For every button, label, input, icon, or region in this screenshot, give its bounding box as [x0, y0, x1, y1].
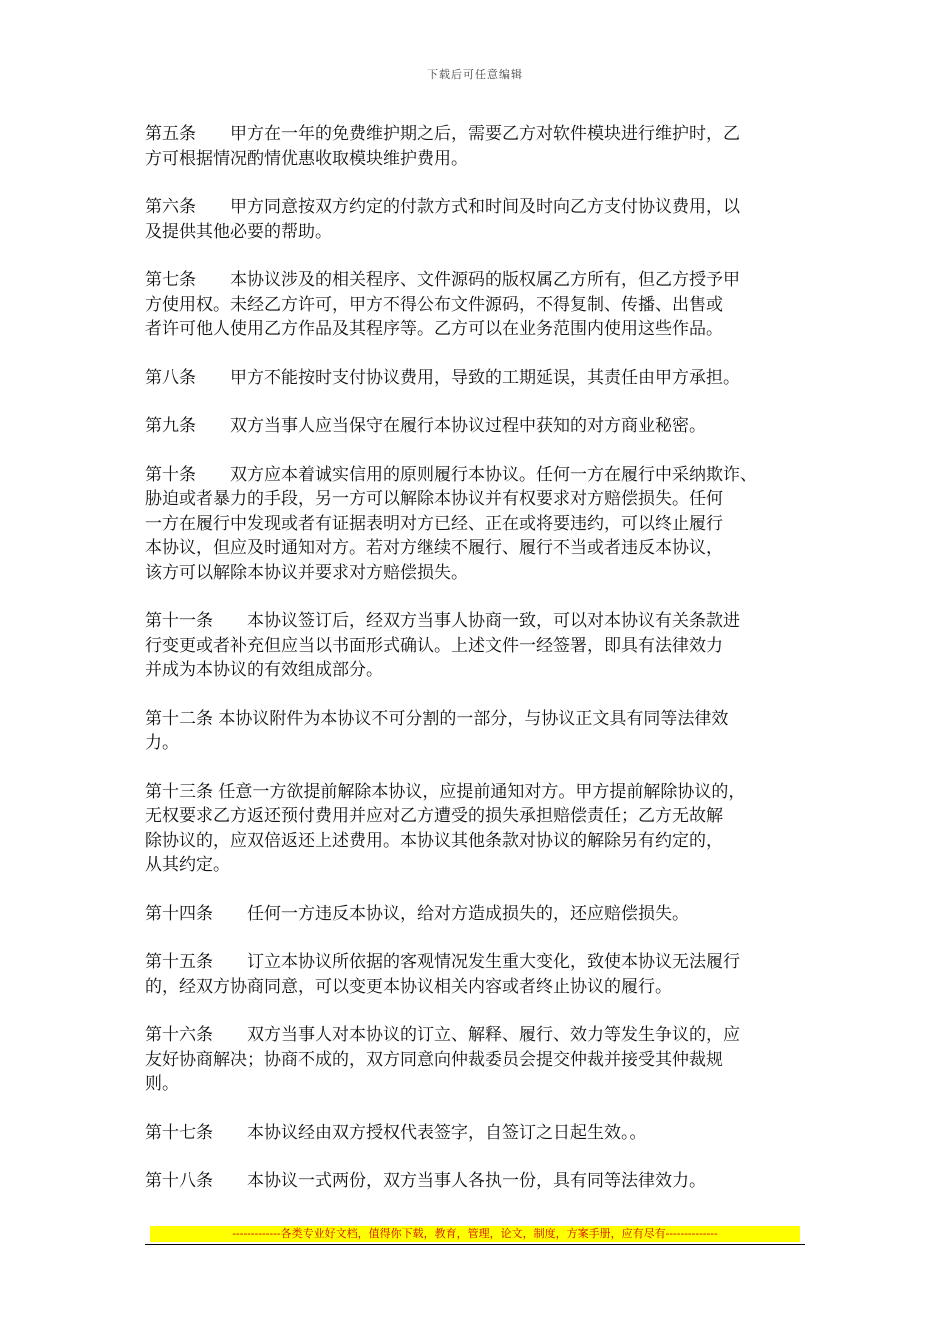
clause-18: 第十八条 本协议一式两份，双方当事人各执一份，具有同等法律效力。 [145, 1171, 706, 1191]
clause-17: 第十七条 本协议经由双方授权代表签字，自签订之日起生效。。 [145, 1122, 647, 1143]
page-header: 下载后可任意编辑 [427, 68, 523, 81]
footer-banner: -------------各类专业好文档，值得你下载，教育，管理，论文，制度，方案手册，应有尽有-------------- [150, 1226, 800, 1242]
clause-7: 第七条 本协议涉及的相关程序、文件源码的版权属乙方所有，但乙方授予甲 方使用权。未经乙方许可，甲方不得公布文件源码，不得复制、传播、出售或 者许可他人使用乙方作品及其程序等。乙方可以在业务范围内使用这些作品。 [145, 270, 740, 339]
clause-15: 第十五条 订立本协议所依据的客观情况发生重大变化，致使本协议无法履行 的，经双方协商同意，可以变更本协议相关内容或者终止协议的履行。 [145, 952, 740, 997]
clause-12: 第十二条 本协议附件为本协议不可分割的一部分，与协议正文具有同等法律效 力。 [145, 708, 729, 753]
agreement-body [145, 122, 813, 1218]
footer-divider [145, 1244, 805, 1245]
clause-8: 第八条 甲方不能按时支付协议费用，导致的工期延误，其责任由甲方承担。 [145, 367, 740, 388]
clause-9: 第九条 双方当事人应当保守在履行本协议过程中获知的对方商业秘密。 [145, 416, 706, 436]
clause-16: 第十六条 双方当事人对本协议的订立、解释、履行、效力等发生争议的，应 友好协商解决；协商不成的，双方同意向仲裁委员会提交仲裁并接受其仲裁规 则。 [145, 1025, 740, 1094]
clause-11: 第十一条 本协议签订后，经双方当事人协商一致，可以对本协议有关条款进 行变更或者补充但应当以书面形式确认。上述文件一经签署，即具有法律效力 并成为本协议的有效组成部分。 [145, 611, 740, 680]
clause-10: 第十条 双方应本着诚实信用的原则履行本协议。任何一方在履行中采纳欺诈、 胁迫或者暴力的手段，另一方可以解除本协议并有权要求对方赔偿损失。任何 一方在履行中发现或者有证据表明对方已经、正在或将要违约，可以终止履行 本协议，但应及时通知对方。若对方继续不履行、履行不当或者违反本协议， 该方可以解除本协议并要求对方赔偿损失。 [145, 464, 757, 583]
clause-6: 第六条 甲方同意按双方约定的付款方式和时间及时向乙方支付协议费用，以 及提供其他必要的帮助。 [145, 197, 740, 242]
clause-14: 第十四条 任何一方违反本协议，给对方造成损失的，还应赔偿损失。 [145, 903, 689, 924]
clause-13: 第十三条 任意一方欲提前解除本协议，应提前通知对方。甲方提前解除协议的， 无权要求乙方返还预付费用并应对乙方遭受的损失承担赔偿责任；乙方无故解 除协议的，应双倍返还上述费用。本协议其他条款对协议的解除另有约定的， 从其约定。 [145, 781, 746, 875]
clause-5: 第五条 甲方在一年的免费维护期之后，需要乙方对软件模块进行维护时，乙 方可根据情况酌情优惠收取模块维护费用。 [145, 124, 740, 169]
